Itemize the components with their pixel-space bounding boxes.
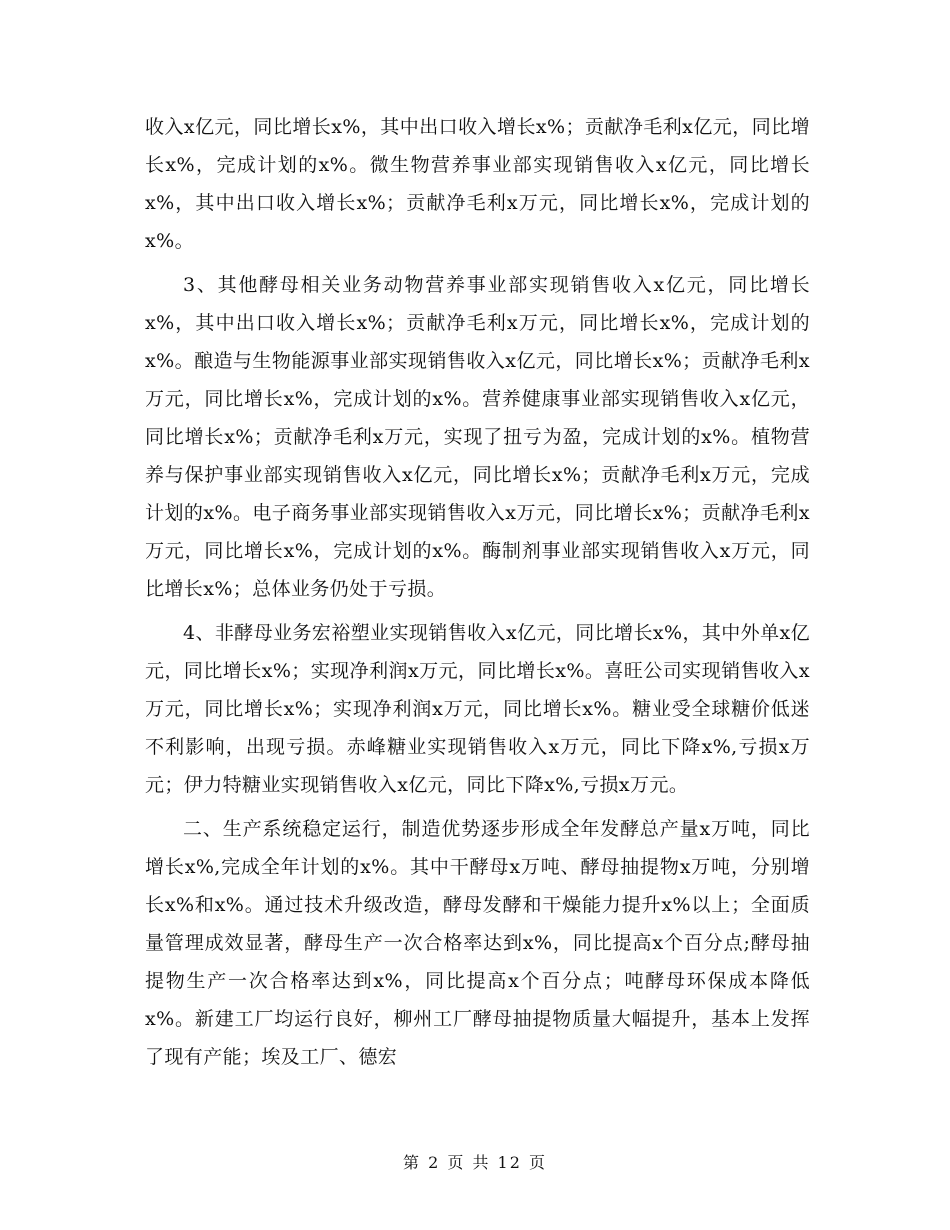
- paragraph-continuation: 收入x亿元，同比增长x%，其中出口收入增长x%；贡献净毛利x亿元，同比增长x%，完成计划的x%。微生物营养事业部实现销售收入x亿元，同比增长x%，其中出口收入增长x%；贡献净毛利x万元，同比增长x%，完成计划的x%。: [145, 116, 810, 252]
- page-footer: 第 2 页 共 12 页: [403, 1153, 547, 1172]
- paragraph-non-yeast-business: 4、非酵母业务宏裕塑业实现销售收入x亿元，同比增长x%，其中外单x亿元，同比增长x%；实现净利润x万元，同比增长x%。喜旺公司实现销售收入x万元，同比增长x%；实现净利润x万元，同比增长x%。糖业受全球糖价低迷不利影响，出现亏损。赤峰糖业实现销售收入x万元，同比下降x%,亏损x万元；伊力特糖业实现销售收入x亿元，同比下降x%,亏损x万元。: [145, 622, 810, 796]
- paragraph-other-yeast-business: 3、其他酵母相关业务动物营养事业部实现销售收入x亿元，同比增长x%，其中出口收入增长x%；贡献净毛利x万元，同比增长x%，完成计划的x%。酿造与生物能源事业部实现销售收入x亿元，同比增长x%；贡献净毛利x万元，同比增长x%，完成计划的x%。营养健康事业部实现销售收入x亿元，同比增长x%；贡献净毛利x万元，实现了扭亏为盈，完成计划的x%。植物营养与保护事业部实现销售收入x亿元，同比增长x%；贡献净毛利x万元，完成计划的x%。电子商务事业部实现销售收入x万元，同比增长x%；贡献净毛利x万元，同比增长x%，完成计划的x%。酶制剂事业部实现销售收入x万元，同比增长x%；总体业务仍处于亏损。: [145, 274, 810, 600]
- paragraph-production-system: 二、生产系统稳定运行，制造优势逐步形成全年发酵总产量x万吨，同比增长x%,完成全年计划的x%。其中干酵母x万吨、酵母抽提物x万吨，分别增长x%和x%。通过技术升级改造，酵母发酵和干燥能力提升x%以上；全面质量管理成效显著，酵母生产一次合格率达到x%，同比提高x个百分点;酵母抽提物生产一次合格率达到x%，同比提高x个百分点；吨酵母环保成本降低x%。新建工厂均运行良好，柳州工厂酵母抽提物质量大幅提升，基本上发挥了现有产能；埃及工厂、德宏: [145, 818, 810, 1068]
- document-body: [145, 108, 810, 1082]
